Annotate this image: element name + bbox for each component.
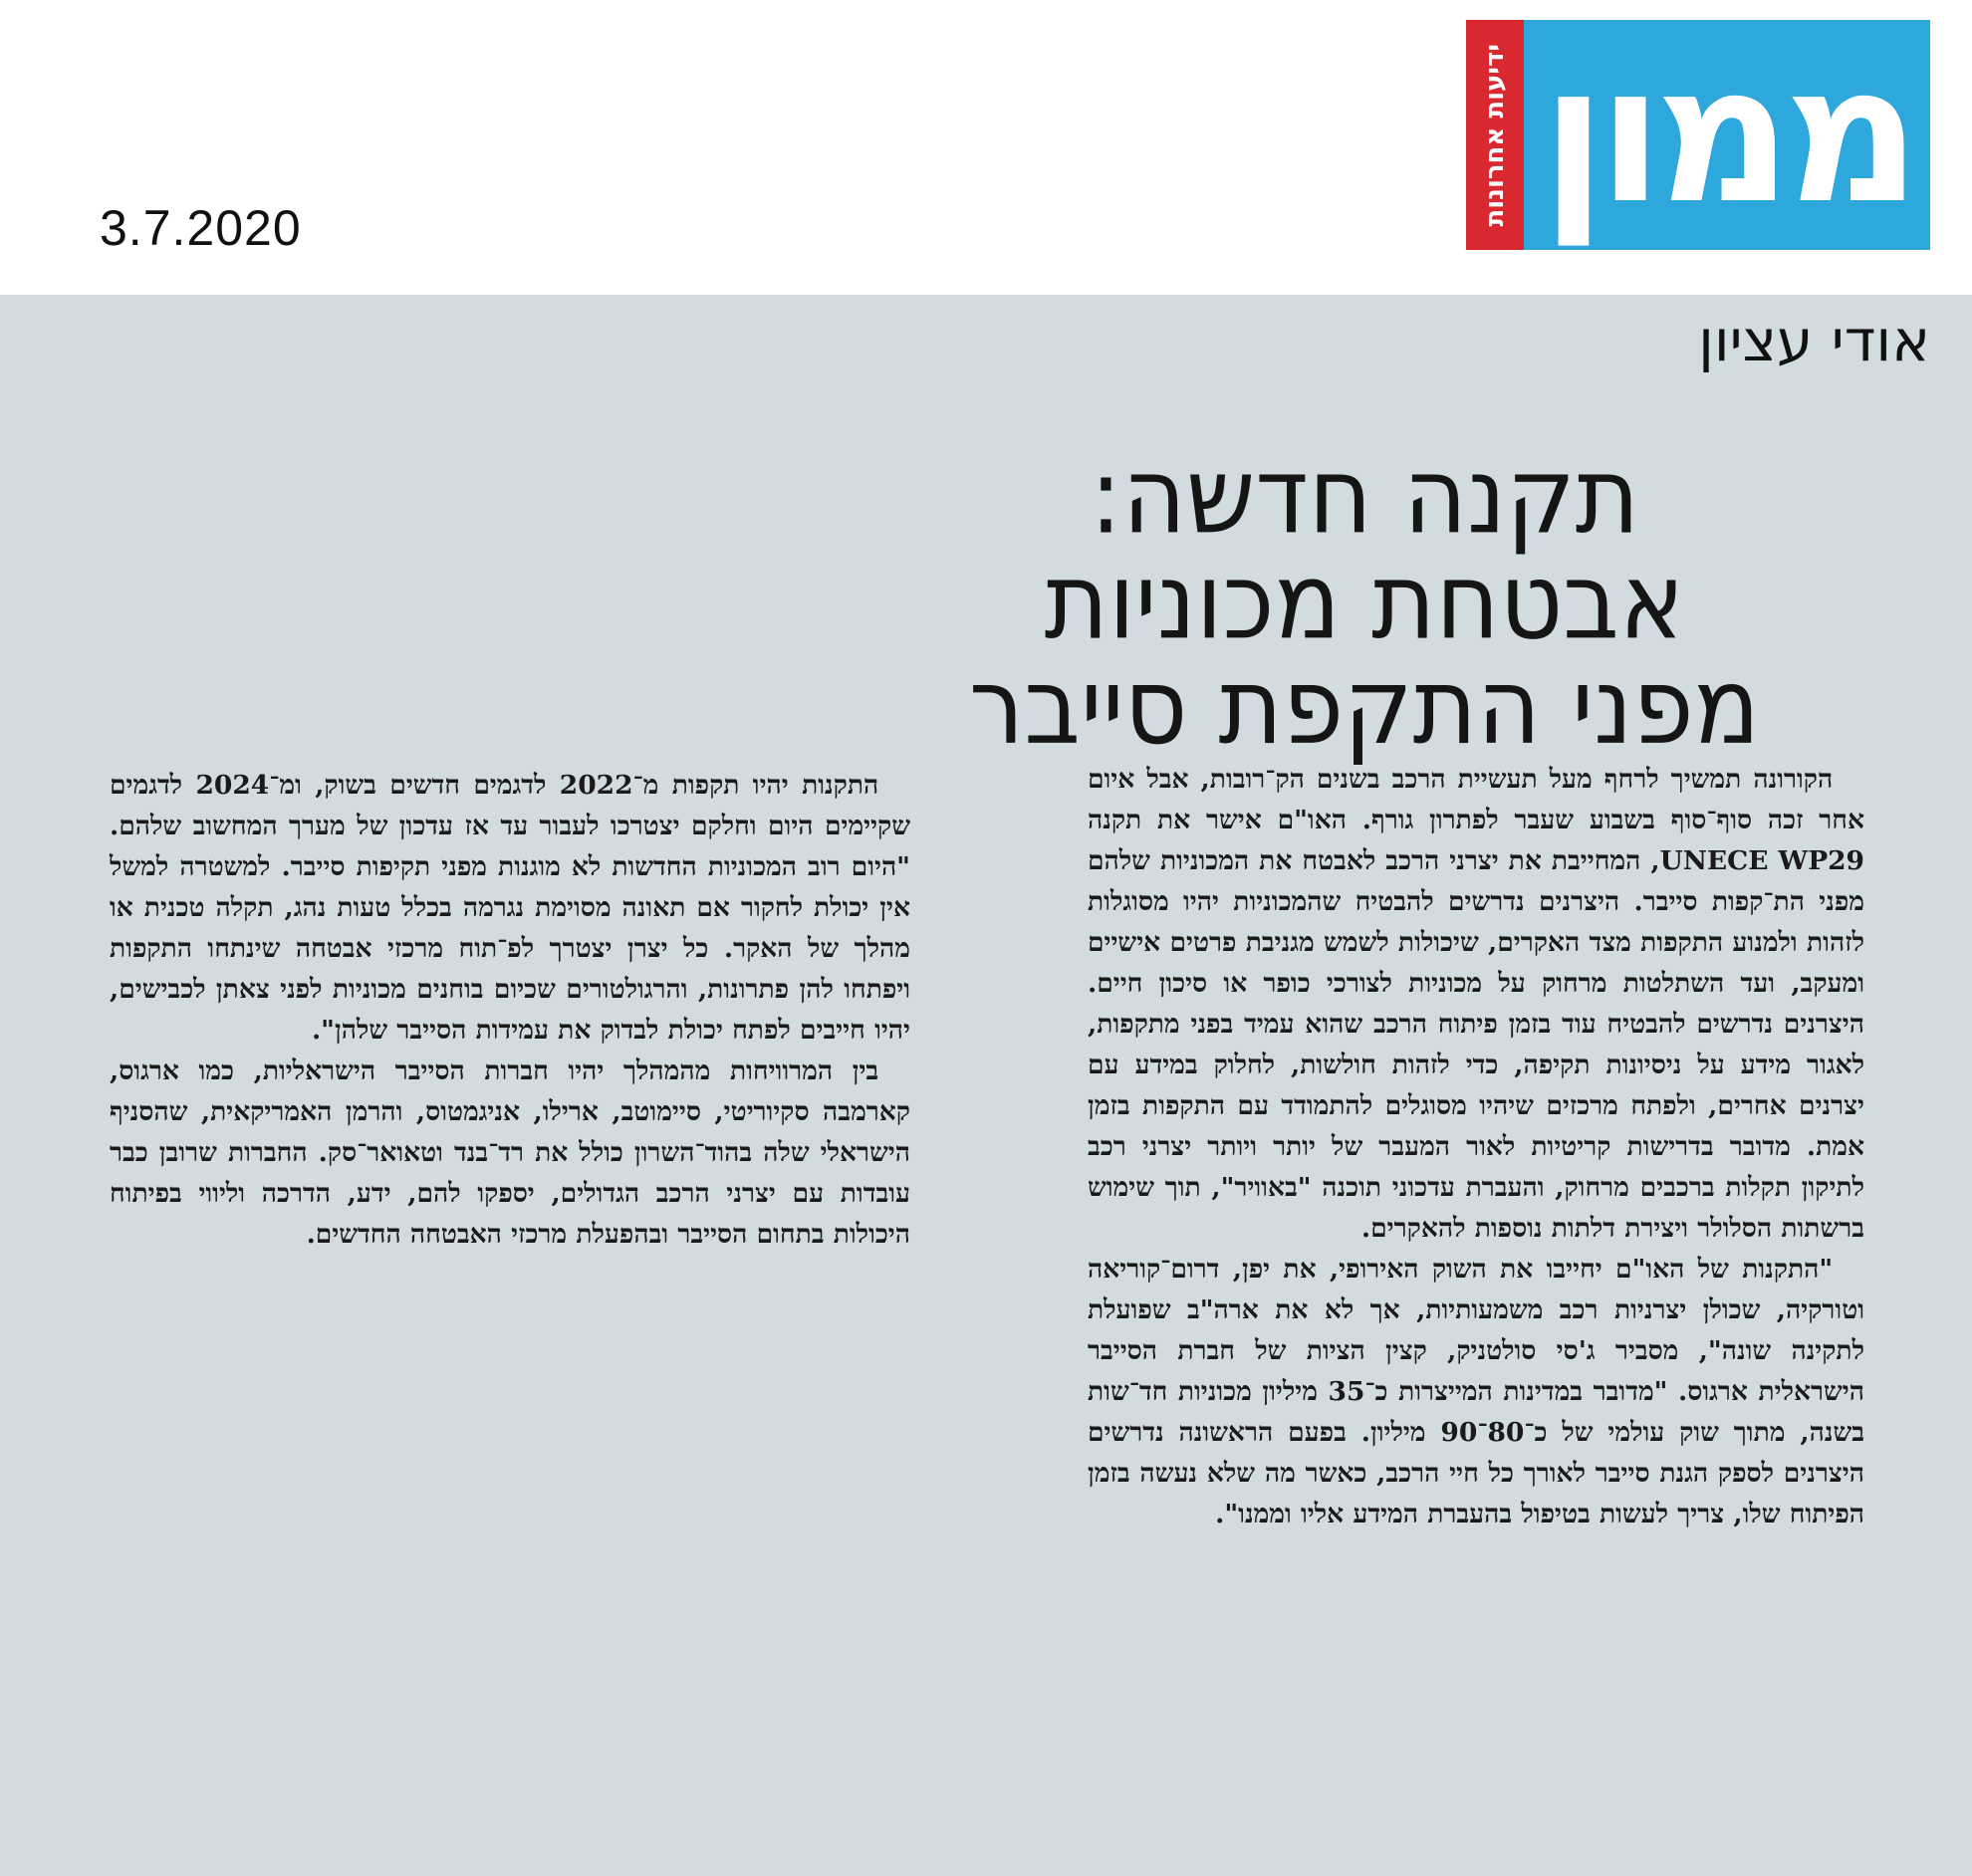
headline-line: מפני התקפת סייבר	[968, 646, 1761, 770]
page-header	[0, 0, 1972, 295]
publication-date: 3.7.2020	[100, 200, 302, 256]
author-name: אודי עציון	[1698, 307, 1930, 374]
paragraph: "התקנות של האו"ם יחייבו את השוק האירופי, את יפן, דרום־קוריאה וטורקיה, שכולן יצרניות רכב משמעותיות, אך לא את ארה"ב שפועלת לתקינה שונה", מסביר ג'סי סולטניק, קצין הציות של חברת הסייבר הישראלית ארגוס. "מדובר במדינות המייצרות כ־35 מיליון מכוניות חד־שות בשנה, מתוך שוק עולמי של כ־80־90 מיליון. בפעם הראשונה נדרשים היצרנים לספק הגנת סייבר לאורך כל חיי הרכב, כאשר מה שלא נעשה בזמן הפיתוח שלו, צריך לעשות בטיפול בהעברת המידע אליו וממנו".	[1088, 1254, 1864, 1529]
paragraph: התקנות יהיו תקפות מ־2022 לדגמים חדשים בשוק, ומ־2024 לדגמים שקיימים היום וחלקם יצטרכו לעבור עד אז עדכון של מערך המחשוב שלהם. "היום רוב המכוניות החדשות לא מוגנות מפני תקיפות סייבר. למשטרה למשל אין יכולת לחקור אם תאונה מסוימת נגרמה בכלל טעות נהג, תקלה טכנית או מהלך של האקר. כל יצרן יצטרך לפ־תוח מרכזי אבטחה שינתחו התקפות ויפתחו להן פתרונות, והרגולטורים שכיום בוחנים מכוניות לפני צאתן לכבישים, יהיו חייבים לפתח יכולת לבדוק את עמידות הסייבר שלהן".	[110, 770, 910, 1046]
logo-side-band	[1466, 20, 1524, 250]
paragraph: בין המרוויחות מהמהלך יהיו חברות הסייבר הישראליות, כמו ארגוס, קארמבה סקיוריטי, סיימוטב, ארילו, אניגמטוס, והרמן האמריקאית, שהסניף הישראלי שלה בהוד־השרון כולל את רד־בנד וטאואר־סק. החברות שרובן כבר עובדות עם יצרני הרכב הגדולים, יספקו להם, ידע, הדרכה וליווי בפיתוח היכולות בתחום הסייבר ובהפעלת מרכזי האבטחה החדשים.	[110, 1055, 910, 1250]
article	[0, 295, 1972, 1876]
headline-line: תקנה חדשה:	[1089, 435, 1640, 559]
newspaper-logo	[1466, 20, 1930, 250]
headline	[866, 435, 1862, 770]
logo-subtitle: ידיעות אחרונות	[1480, 43, 1510, 227]
paragraph: הקורונה תמשיך לרחף מעל תעשיית הרכב בשנים הק־רובות, אבל איום אחר זכה סוף־סוף בשבוע שעבר לפתרון גורף. האו"ם אישר את תקנה UNECE WP29, המחייבת את יצרני הרכב לאבטח את המכוניות שלהם מפני הת־קפות סייבר. היצרנים נדרשים להבטיח שהמכוניות יהיו מסוגלות לזהות ולמנוע התקפות מצד האקרים, שיכולות לשמש מגניבת פרטים אישיים ומעקב, ועד השתלטות מרחוק על מכוניות לצורכי כופר או סיכון חיים. היצרנים נדרשים להבטיח עוד בזמן פיתוח הרכב שהוא עמיד בפני מתקפות, לאגור מידע על ניסיונות תקיפה, כדי לזהות חולשות, לחלוק במידע עם יצרנים אחרים, ולפתח מרכזים שיהיו מסוגלים להתמודד עם התקפות בזמן אמת. מדובר בדרישות קריטיות לאור המעבר של יותר ויותר יצרני רכב לתיקון תקלות ברכבים מרחוק, והעברת עדכוני תוכנה "באוויר", תוך שימוש ברשתות הסלולר ויצירת דלתות נוספות להאקרים.	[1088, 764, 1864, 1244]
logo-title: ממון	[1524, 20, 1930, 250]
article-column-left	[110, 765, 910, 1255]
headline-line: אבטחת מכוניות	[1044, 541, 1685, 664]
article-column-right	[1088, 759, 1864, 1534]
